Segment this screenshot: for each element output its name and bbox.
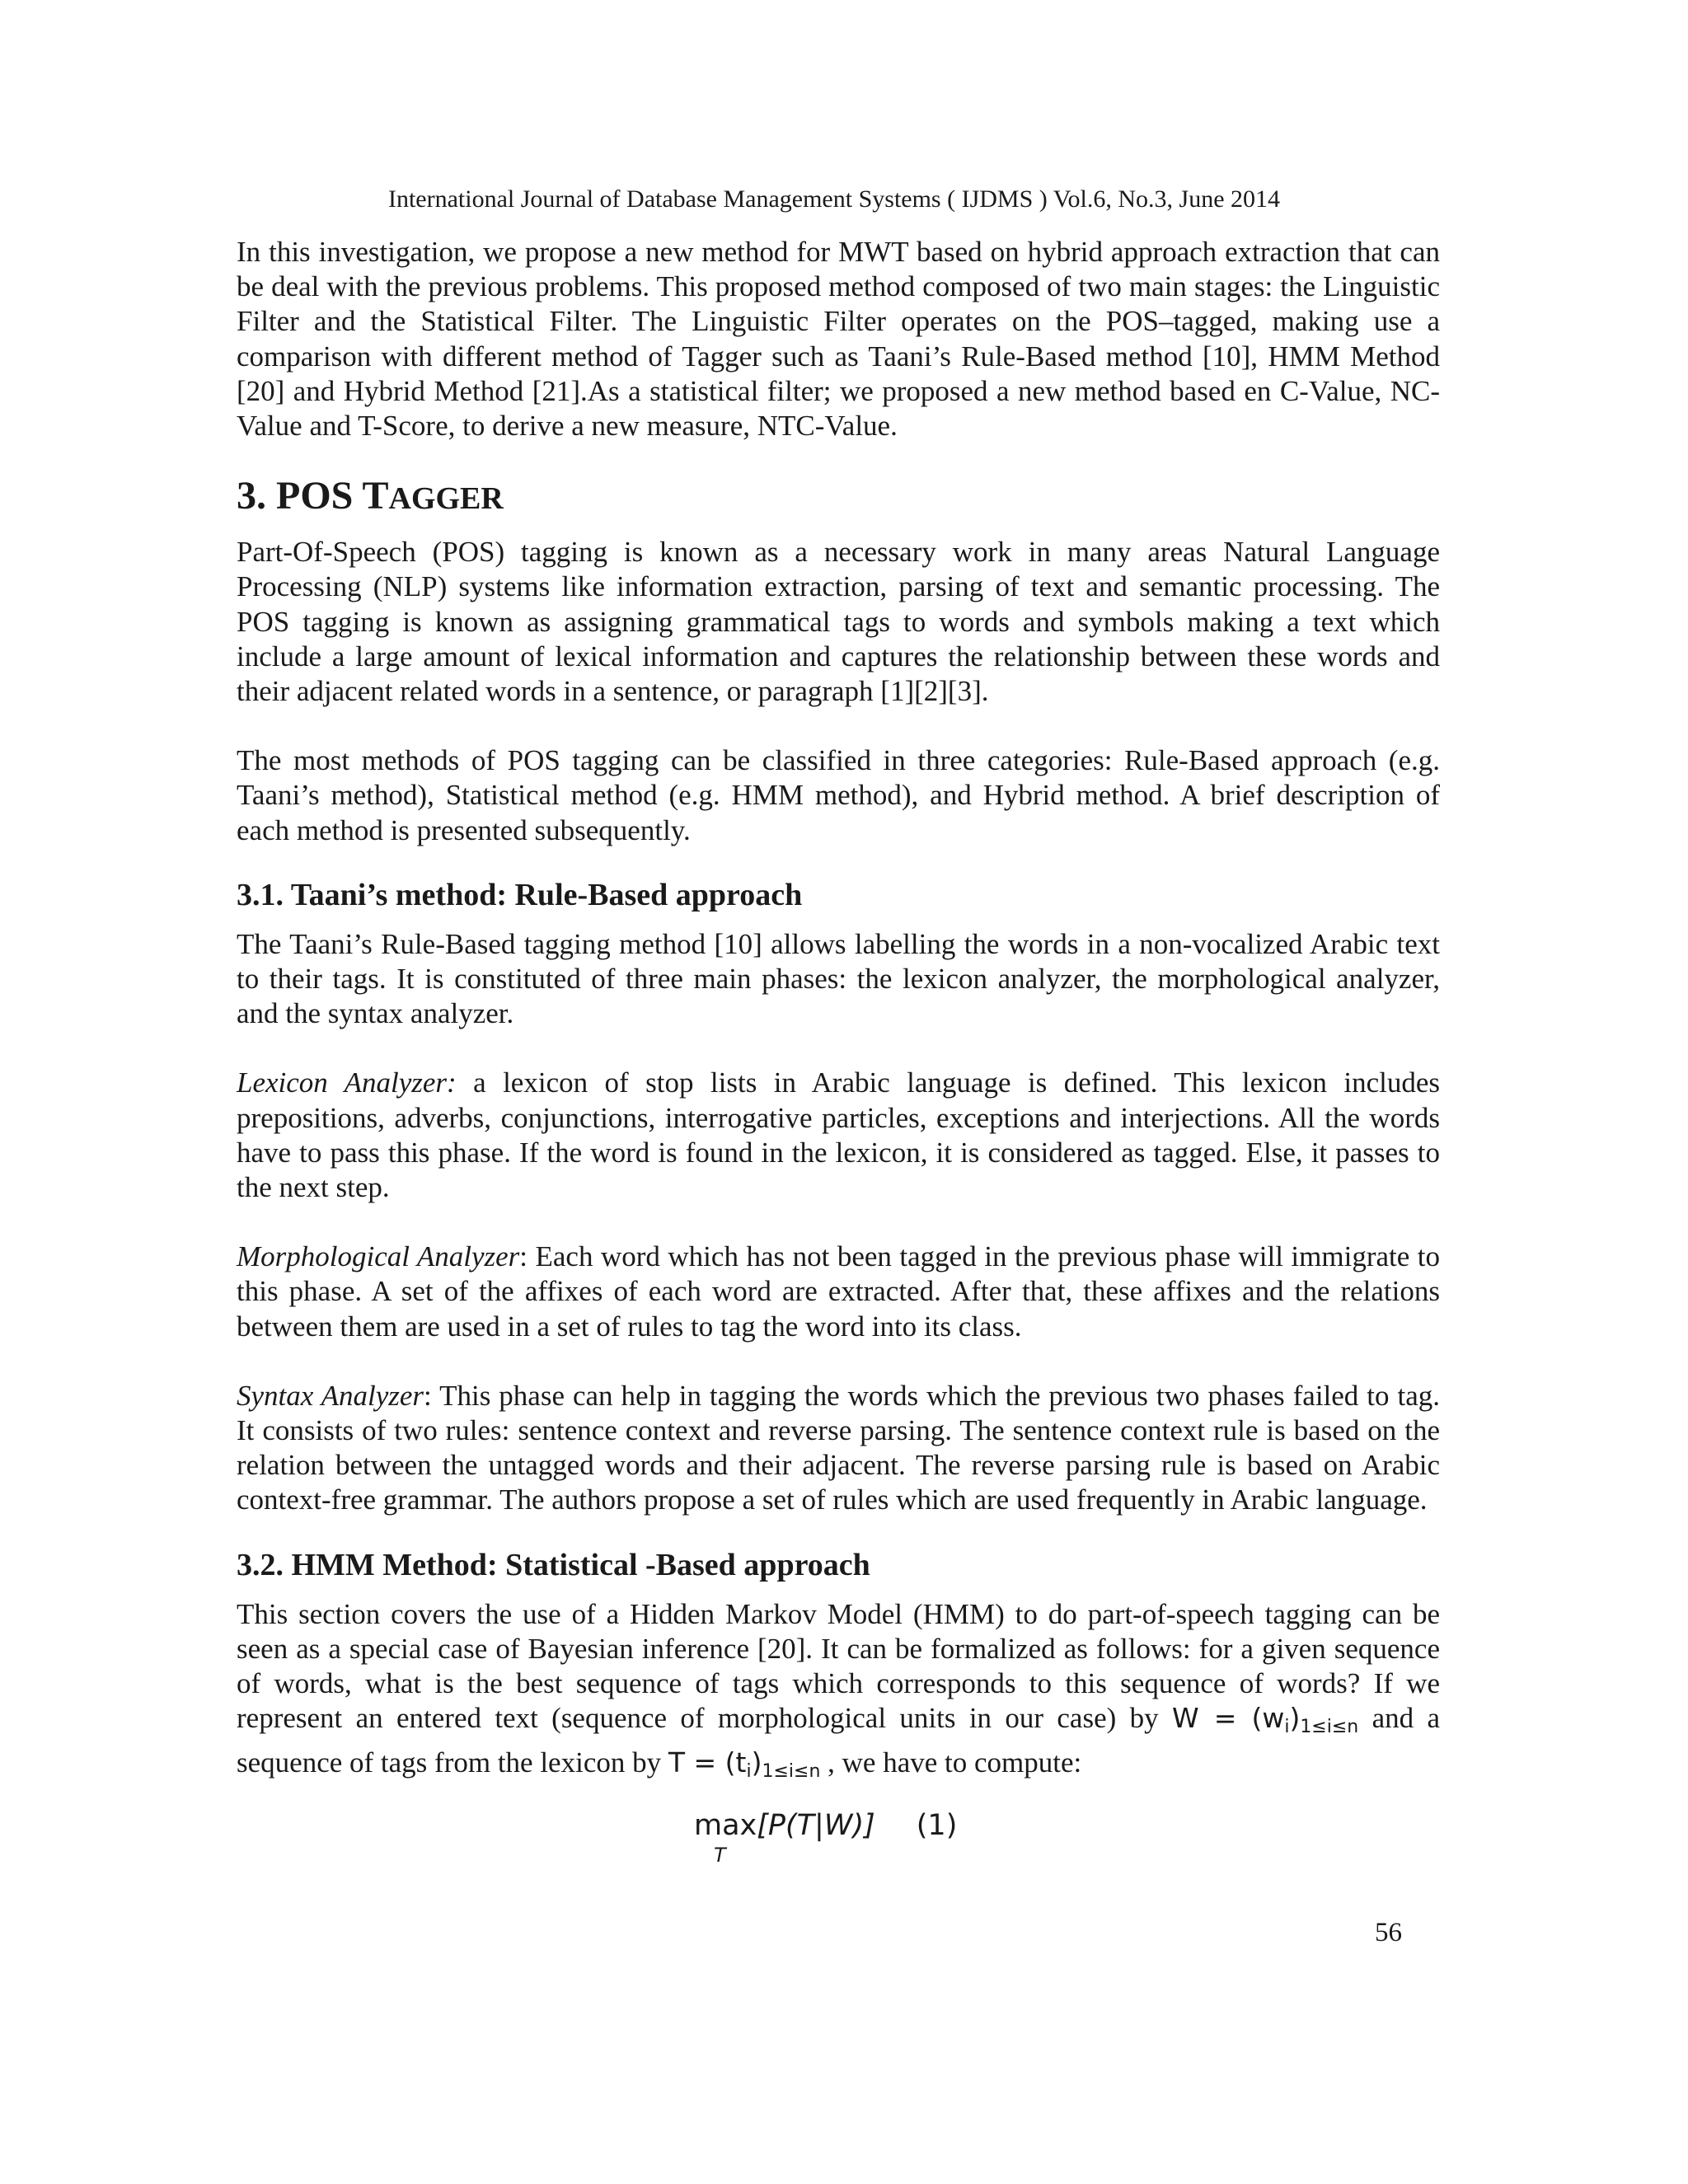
lexicon-analyzer-text: a lexicon of stop lists in Arabic language is defined. This lexicon includes prepositions, adverbs, conjunctions, interrogative particles, exceptions and interjections. All the words have to pass this phase. If the word is found in the lexicon, it is considered as tagged. Else, it passes to the next step. (237, 1066, 1440, 1204)
hmm-text-mid: and a sequence of tags from the lexicon by (237, 1702, 1441, 1779)
morphological-analyzer-term: Morphological Analyzer (237, 1240, 520, 1273)
syntax-analyzer-text: : This phase can help in tagging the words which the previous two phases failed to tag. It consists of two rules: sentence context and reverse parsing. The sentence context rule is based on the relation between the untagged words and their adjacent. The reverse parsing rule is based on Arabic context-free grammar. The authors propose a set of rules which are used frequently in Arabic language. (237, 1379, 1440, 1516)
equation-1 (237, 1807, 1440, 1865)
syntax-analyzer-term: Syntax Analyzer (237, 1379, 424, 1412)
hmm-text-start: This section covers the use of a Hidden Markov Model (HMM) to do part-of-speech tagging can be seen as a special case of Bayesian inference [20]. It can be formalized as follows: for a given sequence of words, what is the best sequence of tags which corresponds to this sequence of words? If we represent an entered text (sequence of morphological units in our case) by (237, 1597, 1440, 1735)
hmm-paragraph (237, 1597, 1440, 1789)
lexicon-analyzer-term: Lexicon Analyzer: (237, 1066, 457, 1099)
morphological-analyzer-paragraph (237, 1240, 1440, 1344)
equation-expression: [P(T|W)] (757, 1808, 875, 1842)
equation-number: (1) (916, 1808, 958, 1842)
section-heading-pos-tagger (237, 473, 1440, 522)
running-header: International Journal of Database Management Systems ( IJDMS ) Vol.6, No.3, June 2014 (387, 185, 1281, 213)
taani-paragraph: The Taani’s Rule-Based tagging method [10] allows labelling the words in a non-vocalized Arabic text to their tags. It is constituted of three main phases: the lexicon analyzer, the morphological analyzer, and the syntax analyzer. (237, 927, 1440, 1030)
syntax-analyzer-paragraph (237, 1379, 1440, 1518)
hmm-text-end: , we have to compute: (820, 1746, 1082, 1779)
section-number: 3. (237, 474, 266, 518)
lexicon-analyzer-paragraph (237, 1066, 1440, 1205)
subsection-heading-taani: 3.1. Taani’s method: Rule-Based approach (237, 877, 803, 912)
equation-max-subscript: T (714, 1843, 726, 1867)
intro-paragraph: In this investigation, we propose a new method for MWT based on hybrid approach extraction that can be deal with the previous problems. This proposed method composed of two main stages: the Linguistic Filter and the Statistical Filter. The Linguistic Filter operates on the POS–tagged, making use a comparison with different method of Tagger such as Taani’s Rule-Based method [10], HMM Method [20] and Hybrid Method [21].As a statistical filter; we proposed a new method based en C-Value, NC-Value and T-Score, to derive a new measure, NTC-Value. (237, 236, 1440, 443)
page-number: 56 (1375, 1918, 1402, 1947)
section-title-smallcaps: AGGER (388, 481, 504, 517)
pos-tagging-paragraph: Part-Of-Speech (POS) tagging is known as a necessary work in many areas Natural Language Processing (NLP) systems like information extraction, parsing of text and semantic processing. The POS tagging is known as assigning grammatical tags to words and symbols making a text which include a large amount of lexical information and captures the relationship between these words and their adjacent related words in a sentence, or paragraph [1][2][3]. (237, 536, 1440, 708)
section-title-cap: POS T (276, 474, 389, 518)
math-word-sequence: $W = (w_i)_{1\le i\le n}$ (1171, 1702, 1359, 1738)
math-tag-sequence: $T = (t_i)_{1\le i\le n}$ (668, 1746, 821, 1782)
morphological-analyzer-text: : Each word which has not been tagged in the previous phase will immigrate to this phase. A set of the affixes of each word are extracted. After that, these affixes and the relations between them are used in a set of rules to tag the word into its class. (237, 1240, 1441, 1343)
pos-methods-paragraph: The most methods of POS tagging can be classified in three categories: Rule-Based approach (e.g. Taani’s method), Statistical method (e.g. HMM method), and Hybrid method. A brief description of each method is presented subsequently. (237, 744, 1440, 846)
subsection-heading-hmm: 3.2. HMM Method: Statistical -Based approach (237, 1547, 870, 1582)
page-body (237, 235, 1440, 1865)
equation-max-operator: max T (694, 1807, 757, 1844)
